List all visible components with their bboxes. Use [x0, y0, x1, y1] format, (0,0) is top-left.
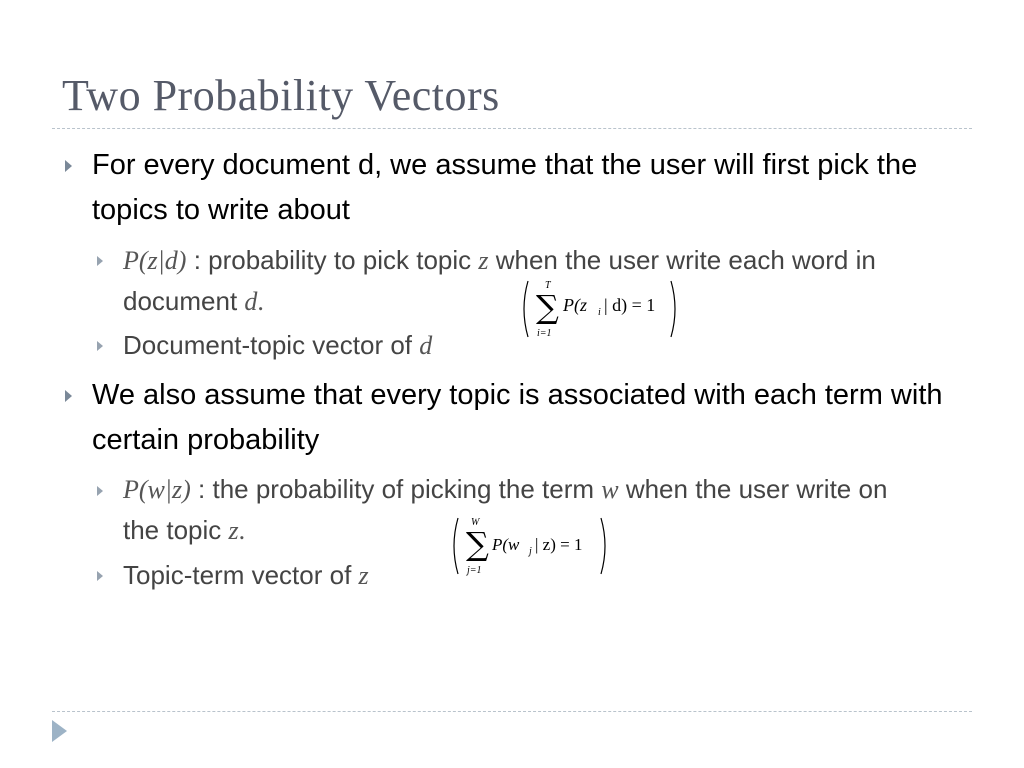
math-p-z-given-d: P(z|d)	[123, 246, 187, 275]
corner-arrow-icon	[52, 720, 67, 742]
sub-bullet-arrow-icon	[97, 571, 103, 581]
svg-text:W: W	[471, 517, 480, 528]
bullet-2-text: We also assume that every topic is associated with each term with certain probability	[92, 379, 943, 456]
svg-text:P(z: P(z	[563, 295, 587, 315]
formula-svg	[450, 515, 610, 577]
math-p-w-given-z: P(w|z)	[123, 475, 191, 504]
sum-formula-topic-term	[450, 515, 610, 577]
svg-text:| d) = 1: | d) = 1	[604, 295, 656, 315]
title-divider	[52, 128, 972, 129]
slide-title: Two Probability Vectors	[62, 71, 500, 120]
svg-text:j=1: j=1	[467, 565, 482, 576]
bullet-arrow-icon	[65, 160, 72, 172]
svg-text:| z) = 1: | z) = 1	[535, 535, 583, 554]
svg-text:P(w: P(w	[492, 535, 520, 554]
svg-text:∑: ∑	[536, 288, 559, 326]
formula-svg	[520, 278, 680, 340]
sub-bullet-arrow-icon	[97, 341, 103, 351]
bullet-2-sub-1: P(w|z) : the probability of picking the term w when the user write on the topic z.	[123, 474, 888, 545]
bullet-2-sub-2: Topic-term vector of z	[123, 560, 369, 590]
footer-divider	[52, 711, 972, 712]
sub-bullet-arrow-icon	[97, 256, 103, 266]
svg-text:j: j	[529, 546, 532, 557]
svg-text:i: i	[598, 307, 601, 318]
sub-bullet-arrow-icon	[97, 486, 103, 496]
svg-text:T: T	[545, 280, 551, 291]
svg-text:∑: ∑	[466, 525, 489, 563]
bullet-arrow-icon	[65, 390, 72, 402]
bullet-1-sub-1: P(z|d) : probability to pick topic z when the user write each word in document d.	[123, 245, 876, 316]
bullet-1-text: For every document d, we assume that the user will first pick the topics to write about	[92, 149, 918, 226]
bullet-1-sub-2: Document-topic vector of d	[123, 330, 433, 360]
sum-formula-doc-topic	[520, 278, 680, 340]
svg-text:i=1: i=1	[537, 328, 552, 339]
